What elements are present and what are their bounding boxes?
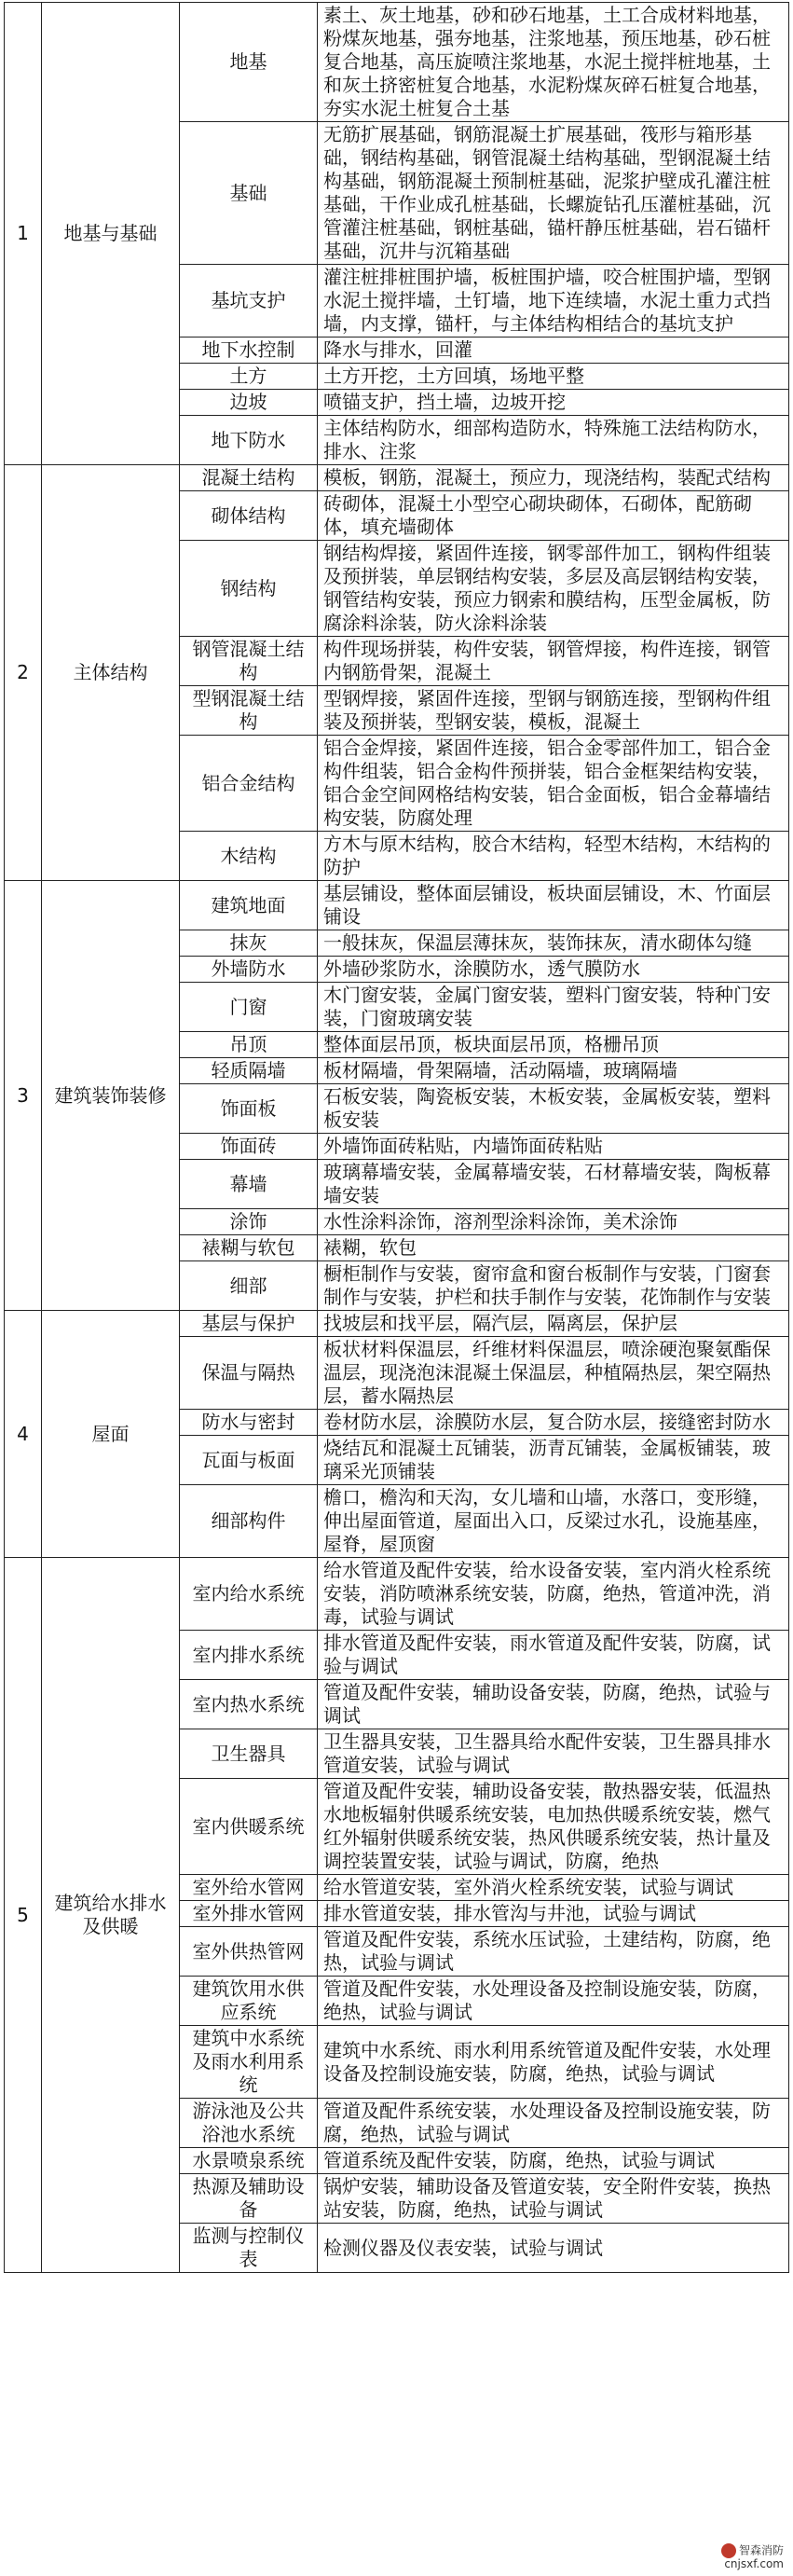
subitem-list: 外墙砂浆防水，涂膜防水，透气膜防水 xyxy=(318,957,789,983)
subitem-list: 基层铺设，整体面层铺设，板块面层铺设，木、竹面层铺设 xyxy=(318,881,789,930)
subdivision-name: 边坡 xyxy=(180,390,318,416)
subdivision-name: 室外给水管网 xyxy=(180,1875,318,1901)
subdivision-name: 热源及辅助设备 xyxy=(180,2174,318,2224)
division-name: 屋面 xyxy=(42,1311,180,1558)
subitem-list: 石板安装，陶瓷板安装，木板安装，金属板安装，塑料板安装 xyxy=(318,1084,789,1134)
subitem-list: 管道及配件安装，系统水压试验，土建结构，防腐，绝热，试验与调试 xyxy=(318,1927,789,1977)
division-table xyxy=(4,2,789,2273)
subdivision-name: 室内给水系统 xyxy=(180,1558,318,1631)
subitem-list: 卫生器具安装，卫生器具给水配件安装，卫生器具排水管道安装，试验与调试 xyxy=(318,1729,789,1779)
table-row xyxy=(5,1311,789,1337)
subdivision-name: 防水与密封 xyxy=(180,1410,318,1436)
subdivision-name: 基坑支护 xyxy=(180,265,318,337)
subdivision-name: 室内排水系统 xyxy=(180,1631,318,1680)
subitem-list: 型钢焊接，紧固件连接，型钢与钢筋连接，型钢构件组装及预拼装，型钢安装，模板，混凝土 xyxy=(318,686,789,736)
division-number: 1 xyxy=(5,3,42,465)
subdivision-name: 木结构 xyxy=(180,832,318,881)
subitem-list: 土方开挖，土方回填，场地平整 xyxy=(318,364,789,390)
table-row xyxy=(5,881,789,930)
watermark-logo-icon xyxy=(721,2543,736,2558)
subitem-list: 管道及配件安装，辅助设备安装，散热器安装，低温热水地板辐射供暖系统安装，电加热供暖系统安装，燃气红外辐射供暖系统安装，热风供暖系统安装，热计量及调控装置安装，试验与调试，防腐，绝热 xyxy=(318,1779,789,1875)
subdivision-name: 地基 xyxy=(180,3,318,122)
subdivision-name: 砌体结构 xyxy=(180,491,318,541)
subitem-list: 管道系统及配件安装，防腐，绝热，试验与调试 xyxy=(318,2148,789,2174)
subdivision-name: 外墙防水 xyxy=(180,957,318,983)
subitem-list: 钢结构焊接，紧固件连接，钢零部件加工，钢构件组装及预拼装，单层钢结构安装，多层及高层钢结构安装，钢管结构安装，预应力钢索和膜结构，压型金属板，防腐涂料涂装，防火涂料涂装 xyxy=(318,541,789,637)
subdivision-name: 裱糊与软包 xyxy=(180,1235,318,1261)
subdivision-name: 型钢混凝土结构 xyxy=(180,686,318,736)
division-name: 建筑装饰装修 xyxy=(42,881,180,1311)
subdivision-name: 建筑中水系统及雨水利用系统 xyxy=(180,2026,318,2099)
subitem-list: 木门窗安装，金属门窗安装，塑料门窗安装，特种门安装，门窗玻璃安装 xyxy=(318,983,789,1032)
subitem-list: 检测仪器及仪表安装，试验与调试 xyxy=(318,2224,789,2273)
subdivision-name: 混凝土结构 xyxy=(180,465,318,491)
subdivision-name: 建筑地面 xyxy=(180,881,318,930)
division-number: 2 xyxy=(5,465,42,881)
subdivision-name: 室外供热管网 xyxy=(180,1927,318,1977)
subitem-list: 橱柜制作与安装，窗帘盒和窗台板制作与安装，门窗套制作与安装，护栏和扶手制作与安装，花饰制作与安装 xyxy=(318,1261,789,1311)
subitem-list: 无筋扩展基础，钢筋混凝土扩展基础，筏形与箱形基础，钢结构基础，钢管混凝土结构基础，型钢混凝土结构基础，钢筋混凝土预制桩基础，泥浆护壁成孔灌注桩基础，干作业成孔桩基础，长螺旋钻孔压灌桩基础，沉管灌注桩基础，钢桩基础，锚杆静压桩基础，岩石锚杆基础，沉井与沉箱基础 xyxy=(318,122,789,265)
subdivision-name: 吊顶 xyxy=(180,1032,318,1058)
subitem-list: 锅炉安装，辅助设备及管道安装，安全附件安装，换热站安装，防腐，绝热，试验与调试 xyxy=(318,2174,789,2224)
subitem-list: 模板，钢筋，混凝土，预应力，现浇结构，装配式结构 xyxy=(318,465,789,491)
division-number: 5 xyxy=(5,1558,42,2273)
subitem-list: 降水与排水，回灌 xyxy=(318,337,789,364)
subitem-list: 檐口，檐沟和天沟，女儿墙和山墙，水落口，变形缝，伸出屋面管道，屋面出入口，反梁过水孔，设施基座，屋脊，屋顶窗 xyxy=(318,1485,789,1558)
division-table-body xyxy=(5,3,789,2273)
subitem-list: 卷材防水层，涂膜防水层，复合防水层，接缝密封防水 xyxy=(318,1410,789,1436)
subitem-list: 整体面层吊顶，板块面层吊顶，格栅吊顶 xyxy=(318,1032,789,1058)
table-row xyxy=(5,1558,789,1631)
subdivision-name: 建筑饮用水供应系统 xyxy=(180,1977,318,2026)
subdivision-name: 卫生器具 xyxy=(180,1729,318,1779)
subdivision-name: 室内热水系统 xyxy=(180,1680,318,1729)
subitem-list: 构件现场拼装，构件安装，钢管焊接，构件连接，钢管内钢筋骨架，混凝土 xyxy=(318,637,789,686)
subdivision-name: 地下防水 xyxy=(180,416,318,465)
subdivision-name: 基层与保护 xyxy=(180,1311,318,1337)
subitem-list: 排水管道及配件安装，雨水管道及配件安装，防腐，试验与调试 xyxy=(318,1631,789,1680)
subitem-list: 给水管道安装，室外消火栓系统安装，试验与调试 xyxy=(318,1875,789,1901)
subdivision-name: 幕墙 xyxy=(180,1160,318,1209)
subdivision-name: 门窗 xyxy=(180,983,318,1032)
subitem-list: 灌注桩排桩围护墙，板桩围护墙，咬合桩围护墙，型钢水泥土搅拌墙，土钉墙，地下连续墙，水泥土重力式挡墙，内支撑，锚杆，与主体结构相结合的基坑支护 xyxy=(318,265,789,337)
subdivision-name: 游泳池及公共浴池水系统 xyxy=(180,2099,318,2148)
subdivision-name: 室外排水管网 xyxy=(180,1901,318,1927)
subdivision-name: 保温与隔热 xyxy=(180,1337,318,1410)
watermark-brand: 智森消防 xyxy=(738,2543,784,2557)
subitem-list: 管道及配件安装，水处理设备及控制设施安装，防腐，绝热，试验与调试 xyxy=(318,1977,789,2026)
subitem-list: 玻璃幕墙安装，金属幕墙安装，石材幕墙安装，陶板幕墙安装 xyxy=(318,1160,789,1209)
subdivision-name: 土方 xyxy=(180,364,318,390)
subdivision-name: 铝合金结构 xyxy=(180,736,318,832)
subitem-list: 建筑中水系统、雨水利用系统管道及配件安装，水处理设备及控制设施安装，防腐，绝热，试验与调试 xyxy=(318,2026,789,2099)
table-row xyxy=(5,3,789,122)
subitem-list: 外墙饰面砖粘贴，内墙饰面砖粘贴 xyxy=(318,1134,789,1160)
subitem-list: 主体结构防水，细部构造防水，特殊施工法结构防水，排水、注浆 xyxy=(318,416,789,465)
subitem-list: 板状材料保温层，纤维材料保温层，喷涂硬泡聚氨酯保温层，现浇泡沫混凝土保温层，种植隔热层，架空隔热层，蓄水隔热层 xyxy=(318,1337,789,1410)
subitem-list: 砖砌体，混凝土小型空心砌块砌体，石砌体，配筋砌体，填充墙砌体 xyxy=(318,491,789,541)
subdivision-name: 饰面砖 xyxy=(180,1134,318,1160)
subitem-list: 找坡层和找平层，隔汽层，隔离层，保护层 xyxy=(318,1311,789,1337)
division-number: 3 xyxy=(5,881,42,1311)
subitem-list: 喷锚支护，挡土墙，边坡开挖 xyxy=(318,390,789,416)
subitem-list: 裱糊，软包 xyxy=(318,1235,789,1261)
subdivision-name: 地下水控制 xyxy=(180,337,318,364)
subitem-list: 方木与原木结构，胶合木结构，轻型木结构，木结构的防护 xyxy=(318,832,789,881)
subitem-list: 管道及配件系统安装，水处理设备及控制设施安装，防腐，绝热，试验与调试 xyxy=(318,2099,789,2148)
subitem-list: 一般抹灰，保温层薄抹灰，装饰抹灰，清水砌体勾缝 xyxy=(318,930,789,957)
subitem-list: 烧结瓦和混凝土瓦铺装，沥青瓦铺装，金属板铺装，玻璃采光顶铺装 xyxy=(318,1436,789,1485)
subitem-list: 水性涂料涂饰，溶剂型涂料涂饰，美术涂饰 xyxy=(318,1209,789,1235)
watermark-site: cnjsxf.com xyxy=(724,2557,784,2570)
subdivision-name: 抹灰 xyxy=(180,930,318,957)
division-name: 主体结构 xyxy=(42,465,180,881)
division-number: 4 xyxy=(5,1311,42,1558)
division-name: 建筑给水排水及供暖 xyxy=(42,1558,180,2273)
subdivision-name: 钢管混凝土结构 xyxy=(180,637,318,686)
subdivision-name: 细部 xyxy=(180,1261,318,1311)
watermark xyxy=(721,2543,784,2570)
division-name: 地基与基础 xyxy=(42,3,180,465)
subdivision-name: 涂饰 xyxy=(180,1209,318,1235)
subdivision-name: 细部构件 xyxy=(180,1485,318,1558)
subdivision-name: 轻质隔墙 xyxy=(180,1058,318,1084)
subitem-list: 给水管道及配件安装，给水设备安装，室内消火栓系统安装，消防喷淋系统安装，防腐，绝热，管道冲洗，消毒，试验与调试 xyxy=(318,1558,789,1631)
subitem-list: 管道及配件安装，辅助设备安装，防腐，绝热，试验与调试 xyxy=(318,1680,789,1729)
subitem-list: 板材隔墙，骨架隔墙，活动隔墙，玻璃隔墙 xyxy=(318,1058,789,1084)
subdivision-name: 瓦面与板面 xyxy=(180,1436,318,1485)
subitem-list: 排水管道安装，排水管沟与井池，试验与调试 xyxy=(318,1901,789,1927)
table-row xyxy=(5,465,789,491)
subitem-list: 铝合金焊接，紧固件连接，铝合金零部件加工，铝合金构件组装，铝合金构件预拼装，铝合金框架结构安装，铝合金空间网格结构安装，铝合金面板，铝合金幕墙结构安装，防腐处理 xyxy=(318,736,789,832)
subdivision-name: 监测与控制仪表 xyxy=(180,2224,318,2273)
subdivision-name: 饰面板 xyxy=(180,1084,318,1134)
subdivision-name: 基础 xyxy=(180,122,318,265)
subdivision-name: 水景喷泉系统 xyxy=(180,2148,318,2174)
subdivision-name: 室内供暖系统 xyxy=(180,1779,318,1875)
subitem-list: 素土、灰土地基，砂和砂石地基，土工合成材料地基，粉煤灰地基，强夯地基，注浆地基，预压地基，砂石桩复合地基，高压旋喷注浆地基，水泥土搅拌桩地基，土和灰土挤密桩复合地基，水泥粉煤灰碎石桩复合地基，夯实水泥土桩复合土基 xyxy=(318,3,789,122)
subdivision-name: 钢结构 xyxy=(180,541,318,637)
